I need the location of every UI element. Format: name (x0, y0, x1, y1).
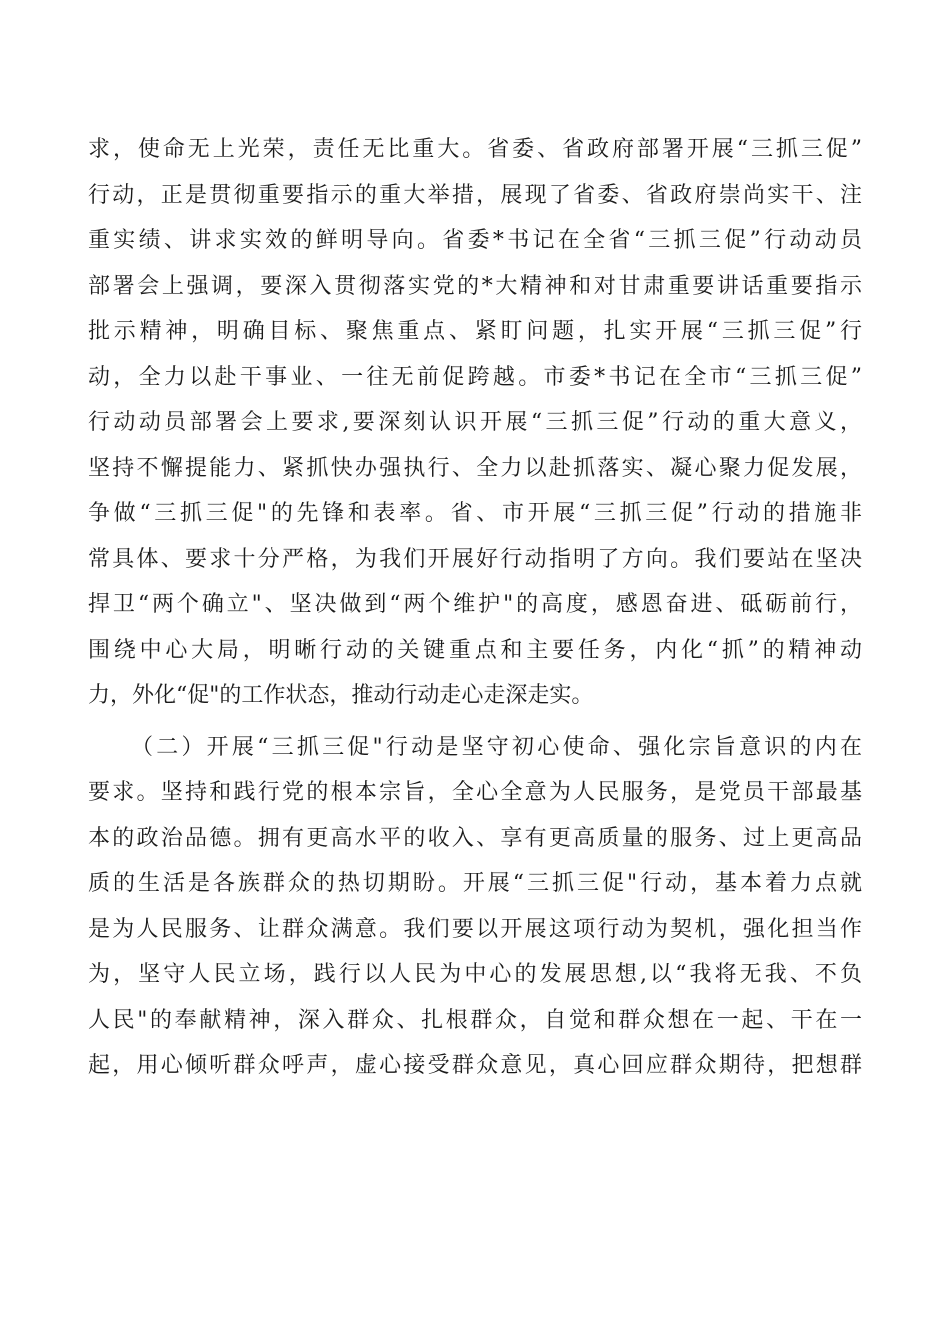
text-line: 力，外化“促"的工作状态，推动行动走心走深走实。 (88, 683, 594, 708)
text-line: 常具体、要求十分严格，为我们开展好行动指明了方向。我们要站在坚决 (88, 546, 862, 572)
text-line: 质的生活是各族群众的热切期盼。开展“三抓三促"行动，基本着力点就 (88, 871, 862, 896)
text-line: 部署会上强调，要深入贯彻落实党的*大精神和对甘肃重要讲话重要指示 (88, 273, 862, 299)
text-line: 重实绩、讲求实效的鲜明导向。省委*书记在全省“三抓三促”行动动员 (88, 228, 862, 253)
text-line: 动，全力以赴干事业、一往无前促跨越。市委*书记在全市“三抓三促” (88, 364, 862, 390)
text-line: 为，坚守人民立场，践行以人民为中心的发展思想,以“我将无我、不负 (88, 962, 862, 987)
paragraph-2 (88, 725, 862, 1089)
text-line: 捍卫“两个确立"、坚决做到“两个维护"的高度，感恩奋进、砥砺前行， (88, 592, 862, 617)
text-line: 求，使命无上光荣，责任无比重大。省委、省政府部署开展“三抓三促” (88, 137, 862, 162)
text-line: 起，用心倾听群众呼声，虚心接受群众意见，真心回应群众期待，把想群 (88, 1053, 862, 1078)
text-line: 行动动员部署会上要求,要深刻认识开展“三抓三促”行动的重大意义， (88, 410, 862, 435)
text-line: 本的政治品德。拥有更高水平的收入、享有更高质量的服务、过上更高品 (88, 825, 862, 851)
text-line: 争做“三抓三促"的先锋和表率。省、市开展“三抓三促”行动的措施非 (88, 501, 862, 526)
text-line: 坚持不懈提能力、紧抓快办强执行、全力以赴抓落实、凝心聚力促发展， (88, 455, 862, 481)
section-heading-line: （二）开展“三抓三促"行动是坚守初心使命、强化宗旨意识的内在 (131, 734, 862, 760)
text-line: 批示精神，明确目标、聚焦重点、紧盯问题，扎实开展“三抓三促”行 (88, 319, 862, 344)
text-line: 围绕中心大局，明晰行动的关键重点和主要任务，内化“抓”的精神动 (88, 637, 862, 663)
text-line: 人民"的奉献精神，深入群众、扎根群众，自觉和群众想在一起、干在一 (88, 1007, 862, 1033)
text-line: 行动，正是贯彻重要指示的重大举措，展现了省委、省政府崇尚实干、注 (88, 182, 862, 208)
paragraph-1 (88, 127, 862, 719)
text-line: 是为人民服务、让群众满意。我们要以开展这项行动为契机，强化担当作 (88, 916, 862, 942)
document-body (88, 127, 862, 1089)
text-line: 要求。坚持和践行党的根本宗旨，全心全意为人民服务，是党员干部最基 (88, 780, 862, 805)
